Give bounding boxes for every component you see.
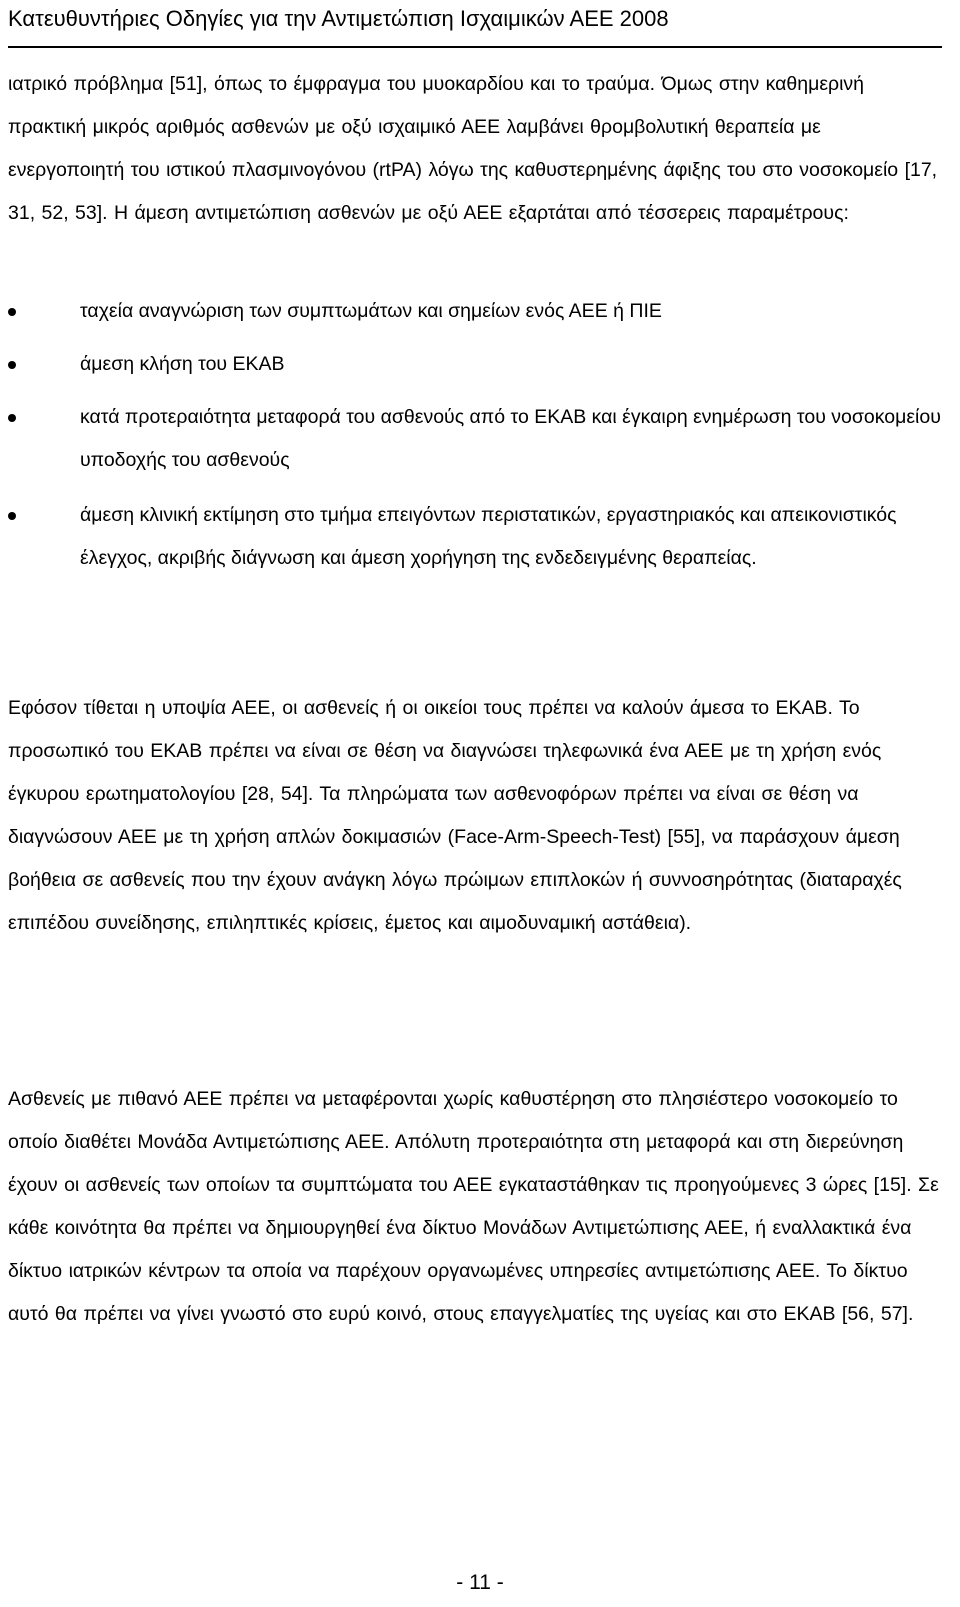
bullet-icon bbox=[8, 512, 16, 520]
list-item bbox=[8, 396, 942, 482]
list-item bbox=[8, 494, 942, 580]
list-item-text: κατά προτεραιότητα μεταφορά του ασθενούς από το ΕΚΑΒ και έγκαιρη ενημέρωση του νοσοκομείου υποδοχής του ασθενούς bbox=[80, 406, 941, 471]
bullet-icon bbox=[8, 414, 16, 422]
bullet-icon bbox=[8, 361, 16, 369]
bullet-icon bbox=[8, 308, 16, 316]
page-number: - 11 - bbox=[456, 1571, 504, 1594]
paragraph-ekab: Εφόσον τίθεται η υποψία ΑΕΕ, οι ασθενείς ή οι οικείοι τους πρέπει να καλούν άμεσα το ΕΚΑΒ. Το προσωπικό του ΕΚΑΒ πρέπει να είναι σε θέση να διαγνώσει τηλεφωνικά ένα ΑΕΕ με τη χρήση ενός έγκυρου ερωτηματολογίου [28, 54]. Τα πληρώματα των ασθενοφόρων πρέπει να είναι σε θέση να διαγνώσουν ΑΕΕ με τη χρήση απλών δοκιμασιών (Face-Arm-Speech-Test) [55], να παράσχουν άμεση βοήθεια σε ασθενείς που την έχουν ανάγκη λόγω πρώιμων επιπλοκών ή συννοσηρότητας (διαταραχές επιπέδου συνείδησης, επιληπτικές κρίσεις, έμετος και αιμοδυναμική αστάθεια). bbox=[8, 697, 902, 934]
running-header bbox=[8, 0, 942, 48]
list-item bbox=[8, 290, 942, 333]
list-item bbox=[8, 343, 942, 386]
list-item-text: άμεση κλήση του ΕΚΑΒ bbox=[80, 353, 285, 375]
paragraph-transport: Ασθενείς με πιθανό ΑΕΕ πρέπει να μεταφέρονται χωρίς καθυστέρηση στο πλησιέστερο νοσοκομείο το οποίο διαθέτει Μονάδα Αντιμετώπισης ΑΕΕ. Απόλυτη προτεραιότητα στη μεταφορά και στη διερεύνηση έχουν οι ασθενείς των οποίων τα συμπτώματα του ΑΕΕ εγκαταστάθηκαν τις προηγούμενες 3 ώρες [15]. Σε κάθε κοινότητα θα πρέπει να δημιουργηθεί ένα δίκτυο Μονάδων Αντιμετώπισης ΑΕΕ, ή εναλλακτικά ένα δίκτυο ιατρικών κέντρων τα οποία να παρέχουν οργανωμένες υπηρεσίες αντιμετώπισης ΑΕΕ. Το δίκτυο αυτό θα πρέπει να γίνει γνωστό στο ευρύ κοινό, στους επαγγελματίες της υγείας και στο ΕΚΑΒ [56, 57]. bbox=[8, 1088, 939, 1325]
paragraph-intro: ιατρικό πρόβλημα [51], όπως το έμφραγμα του μυοκαρδίου και το τραύμα. Όμως στην καθημερινή πρακτική μικρός αριθμός ασθενών με οξύ ισχαιμικό ΑΕΕ λαμβάνει θρομβολυτική θεραπεία με ενεργοποιητή του ιστικού πλασμινογόνου (rtPA) λόγω της καθυστερημένης άφιξης του στο νοσοκομείο [17, 31, 52, 53]. Η άμεση αντιμετώπιση ασθενών με οξύ ΑΕΕ εξαρτάται από τέσσερεις παραμέτρους: bbox=[8, 73, 938, 224]
parameters-list bbox=[8, 290, 942, 590]
list-item-text: ταχεία αναγνώριση των συμπτωμάτων και σημείων ενός ΑΕΕ ή ΠΙΕ bbox=[80, 300, 662, 322]
list-item-text: άμεση κλινική εκτίμηση στο τμήμα επειγόντων περιστατικών, εργαστηριακός και απεικονιστικός έλεγχος, ακριβής διάγνωση και άμεση χορήγηση της ενδεδειγμένης θεραπείας. bbox=[80, 504, 897, 569]
document-title: Κατευθυντήριες Οδηγίες για την Αντιμετώπιση Ισχαιμικών ΑΕΕ 2008 bbox=[8, 6, 669, 31]
